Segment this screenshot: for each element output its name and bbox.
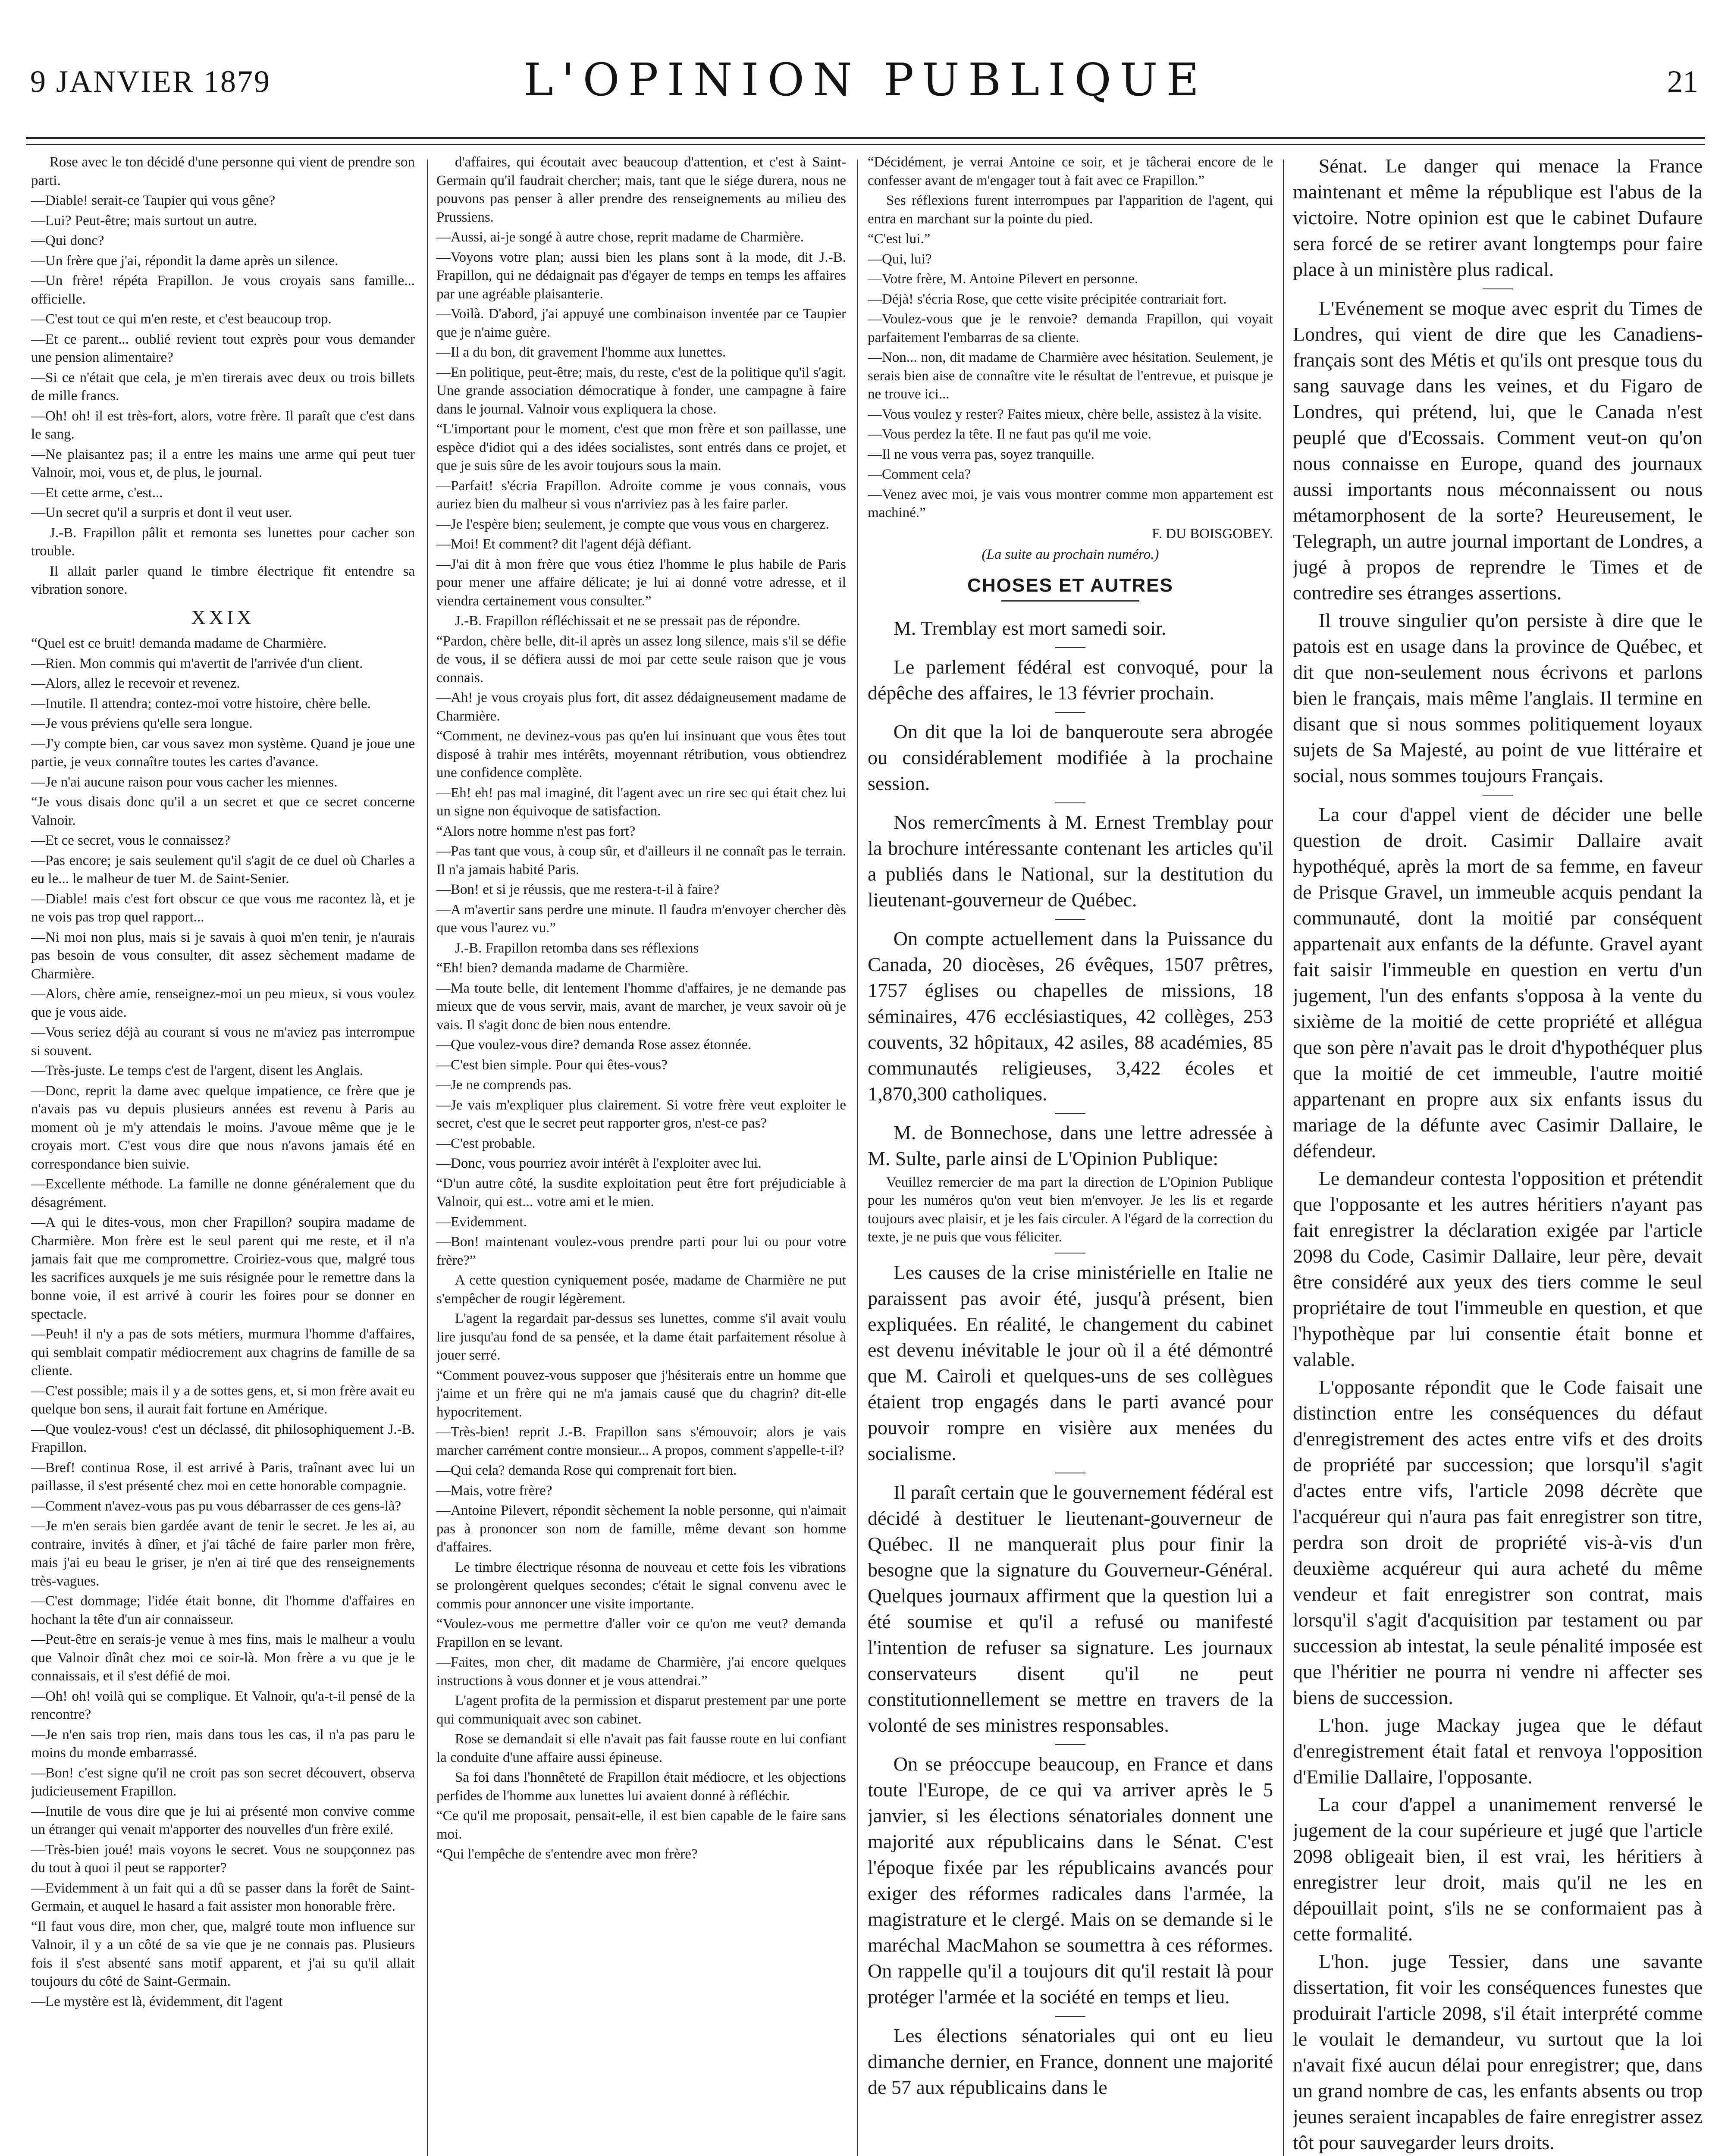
column-rule <box>427 160 428 2156</box>
paragraph: —Venez avec moi, je vais vous montrer comme mon appartement est machiné.” <box>868 486 1273 520</box>
paragraph: —Peut-être en serais-je venue à mes fins, mais le malheur a voulu que Valnoir dînât chez moi ce soir-là. Mon frère a vu que je le connaissais, et il s'est défié de moi. <box>31 1632 415 1684</box>
paragraph: L'agent profita de la permission et disparut prestement par une porte qui communiquait avec son cabinet. <box>436 1693 846 1727</box>
paragraph: “Quel est ce bruit! demanda madame de Charmière. <box>31 636 327 651</box>
paragraph: —En politique, peut-être; mais, du reste, c'est de la politique qu'il s'agit. Une grande association démocratique à fonder, une campagne à faire dans le journal. Valnoir vous expliquera la chose. <box>436 364 846 417</box>
paragraph: —Un secret qu'il a surpris et dont il veut user. <box>31 505 292 520</box>
item-separator <box>1055 2016 1085 2017</box>
paragraph: —Très-juste. Le temps c'est de l'argent, disent les Anglais. <box>31 1063 363 1078</box>
paragraph: —C'est bien simple. Pour qui êtes-vous? <box>436 1057 668 1073</box>
paragraph: —Il ne vous verra pas, soyez tranquille. <box>868 446 1095 462</box>
paragraph: —Et ce parent... oublié revient tout exprès pour vous demander une pension alimentaire? <box>31 331 415 365</box>
paragraph: —Que voulez-vous dire? demanda Rose assez étonnée. <box>436 1037 752 1053</box>
paragraph: —Inutile. Il attendra; contez-moi votre histoire, chère belle. <box>31 696 371 711</box>
paragraph: —Peuh! il n'y a pas de sots métiers, murmura l'homme d'affaires, qui semblait compatir médiocrement aux chagrins de famille de sa cliente. <box>31 1326 415 1379</box>
paragraph: —C'est possible; mais il y a de sottes gens, et, si mon frère avait eu quelque bon sens, il aurait fait fortune en Amérique. <box>31 1383 415 1417</box>
paragraph: Rose avec le ton décidé d'une personne qui vient de prendre son parti. <box>31 154 415 188</box>
column-1-feuilleton <box>31 153 415 2156</box>
paragraph: —Que voulez-vous! c'est un déclassé, dit philosophiquement J.-B. Frapillon. <box>31 1421 415 1455</box>
paragraph: Rose se demandait si elle n'avait pas fait fausse route en lui confiant la conduite d'une affaire aussi épineuse. <box>436 1731 846 1765</box>
paragraph: —Vous voulez y rester? Faites mieux, chère belle, assistez à la visite. <box>868 406 1262 422</box>
paragraph: —Et cette arme, c'est... <box>31 485 163 501</box>
column-rule <box>1283 160 1284 2156</box>
paragraph: —Un frère! répéta Frapillon. Je vous croyais sans famille... officielle. <box>31 273 415 307</box>
item-separator <box>1483 288 1513 289</box>
news-item: Il trouve singulier qu'on persiste à dire que le patois est en usage dans la province de Québec, et dit que non-seulement nous écrivons et parlons bien le français, mais même l'anglais. Il termine en disant que si nous sommes politiquement loyaux sujets de Sa Majesté, au point de vue littéraire et social, nous sommes toujours Français. <box>1293 609 1703 787</box>
paragraph: —Comment cela? <box>868 467 971 482</box>
news-item: Sénat. Le danger qui menace la France maintenant et même la république est l'abus de la victoire. Notre opinion est que le cabinet Dufaure sera forcé de se retirer avant longtemps pour faire place à un ministère plus radical. <box>1293 155 1703 280</box>
news-item: M. de Bonnechose, dans une lettre adressée à M. Sulte, parle ainsi de L'Opinion Publique: <box>868 1121 1273 1169</box>
news-items <box>868 615 1273 2100</box>
item-separator <box>1055 919 1085 920</box>
paragraph: —Si ce n'était que cela, je m'en tirerais avec deux ou trois billets de mille francs. <box>31 370 415 404</box>
paragraph: —Voilà. D'abord, j'ai appuyé une combinaison inventée par ce Taupier que je n'aime guère. <box>436 306 846 340</box>
paragraph: “Eh! bien? demanda madame de Charmière. <box>436 960 689 976</box>
news-item: Les élections sénatoriales qui ont eu lieu dimanche dernier, en France, donnent une majorité de 57 aux républicains dans le <box>868 2024 1273 2098</box>
paragraph: —Moi! Et comment? dit l'agent déjà défiant. <box>436 536 692 552</box>
column-rule <box>857 160 858 2156</box>
news-item: On compte actuellement dans la Puissance du Canada, 20 diocèses, 26 évêques, 1507 prêtres, 1757 églises ou chapelles de missions, 18 séminaires, 476 ecclésiastiques, 42 collèges, 253 couvents, 32 hôpitaux, 42 asiles, 88 académies, 85 communautés religieuses, 3,422 écoles et 1,870,300 catholiques. <box>868 927 1273 1105</box>
paragraph: Le timbre électrique résonna de nouveau et cette fois les vibrations se prolongèrent quelques secondes; c'était le signal convenu avec le commis pour annoncer une visite importante. <box>436 1559 846 1612</box>
paragraph: Ses réflexions furent interrompues par l'apparition de l'agent, qui entra en marchant sur la pointe du pied. <box>868 193 1273 227</box>
paragraph: —Rien. Mon commis qui m'avertit de l'arrivée d'un client. <box>31 655 363 671</box>
news-item: L'opposante répondit que le Code faisait une distinction entre les conséquences du défaut d'enregistrement des actes entre vifs et des droits de propriété par succession; que lorsqu'il s'agit d'actes entre vifs, l'article 2098 décrète que l'acquéreur qui n'aura pas fait enregistrer son titre, perdra son droit de propriété vis-à-vis d'un deuxième acquéreur qui aura acheté du même vendeur et fait enregistrer son contrat, mais lorsqu'il s'agit d'acquisition par testament ou par succession ab intestat, la seule pénalité imposée est que l'héritier ne pourra ni vendre ni affecter ses biens de succession. <box>1293 1376 1703 1708</box>
paragraph: —Bon! et si je réussis, que me restera-t-il à faire? <box>436 882 720 897</box>
paragraph: —Très-bien joué! mais voyons le secret. Vous ne soupçonnez pas du tout à quoi il peut se rapporter? <box>31 1842 415 1876</box>
item-separator <box>1483 795 1513 796</box>
feuilleton-ending <box>868 153 1273 522</box>
paragraph: —Qui, lui? <box>868 251 932 267</box>
paragraph: “Pardon, chère belle, dit-il après un assez long silence, mais s'il se défie de vous, il se défiera aussi de moi par cette seule raison que je vous connais. <box>436 633 846 686</box>
paragraph: —Ne plaisantez pas; il a entre les mains une arme qui peut tuer Valnoir, moi, vous et, de plus, le journal. <box>31 446 415 480</box>
paragraph: —Vous seriez déjà au courant si vous ne m'aviez pas interrompue si souvent. <box>31 1025 415 1059</box>
news-item: L'hon. juge Tessier, dans une savante dissertation, fit voir les conséquences funestes que produirait l'article 2098, s'il était interprété comme le voulait le demandeur, vu surtout que la loi n'avait fixé aucun délai pour enregistrer; que, dans un grand nombre de cas, les enfants absents ou trop jeunes seraient incapables de faire enregistrer assez tôt pour sauvegarder leurs droits. <box>1293 1950 1703 2153</box>
paragraph: —A m'avertir sans perdre une minute. Il faudra m'envoyer chercher dès que vous l'aurez vu.” <box>436 902 846 936</box>
paragraph: —C'est tout ce qui m'en reste, et c'est beaucoup trop. <box>31 311 332 327</box>
paragraph: —Je n'en sais trop rien, mais dans tous les cas, il n'a pas paru le moins du monde embarrassé. <box>31 1727 415 1761</box>
to-be-continued: (La suite au prochain numéro.) <box>982 547 1159 562</box>
paragraph: —Comment n'avez-vous pas pu vous débarrasser de ces gens-là? <box>31 1498 401 1514</box>
paragraph: —Je ne comprends pas. <box>436 1077 572 1093</box>
paragraph: J.-B. Frapillon retomba dans ses réflexions <box>455 940 699 956</box>
paragraph: —Mais, votre frère? <box>436 1482 552 1498</box>
paragraph: d'affaires, qui écoutait avec beaucoup d'attention, et c'est à Saint-Germain qu'il faudrait chercher; mais, tant que le siége durera, nous ne pouvons pas penser à aller prendre des renseignements au milieu des Prussiens. <box>436 154 846 225</box>
paragraph: —Bon! c'est signe qu'il ne croit pas son secret découvert, observa judicieusement Frapillon. <box>31 1765 415 1799</box>
masthead-rule <box>26 137 1705 139</box>
paragraph: —Alors, chère amie, renseignez-moi un peu mieux, si vous voulez que je vous aide. <box>31 986 415 1020</box>
paragraph: —C'est probable. <box>436 1135 536 1151</box>
paragraph: —Antoine Pilevert, répondit sèchement la noble personne, qui n'aimait pas à prononcer son nom de famille, même devant son homme d'affaires. <box>436 1503 846 1555</box>
paragraph: —Faites, mon cher, dit madame de Charmière, j'ai encore quelques instructions à vous donner et je vous attendrai.” <box>436 1655 846 1689</box>
paragraph: —Oh! oh! il est très-fort, alors, votre frère. Il paraît que c'est dans le sang. <box>31 408 415 442</box>
news-item: On se préoccupe beaucoup, en France et dans toute l'Europe, de ce qui va arriver après le 5 janvier, si les élections sénatoriales donnent une majorité aux républicains dans le Sénat. C'est l'époque fixée par les républicains avancés pour exiger des réformes radicales dans l'armée, la magistrature et le clergé. Mais on se demande si le maréchal MacMahon se soumettra à ces réformes. On rappelle qu'il a toujours dit qu'il restait là pour protéger l'armée et la société en temps et lieu. <box>868 1752 1273 2008</box>
paragraph: —Bref! continua Rose, il est arrivé à Paris, traînant avec lui un paillasse, il s'est présenté chez moi en cette honorable compagnie. <box>31 1460 415 1494</box>
paragraph: —Je n'ai aucune raison pour vous cacher les miennes. <box>31 774 338 790</box>
issue-date: 9 JANVIER 1879 <box>30 64 271 99</box>
paragraph: “Il faut vous dire, mon cher, que, malgré toute mon influence sur Valnoir, il y a un côté de sa vie que je ne connais pas. Plusieurs fois il s'est absenté sans motif apparent, et j'ai su qu'il allait toujours du côté de Saint-Germain. <box>31 1918 415 1989</box>
paragraph: —Lui? Peut-être; mais surtout un autre. <box>31 213 257 229</box>
paragraph: J.-B. Frapillon réfléchissait et ne se pressait pas de répondre. <box>455 613 800 629</box>
paragraph: —Evidemment. <box>436 1214 527 1230</box>
paragraph: —Le mystère est là, évidemment, dit l'agent <box>31 1993 283 2009</box>
news-item: Le parlement fédéral est convoqué, pour la dépêche des affaires, le 13 février prochain. <box>868 655 1273 704</box>
paragraph: —Un frère que j'ai, répondit la dame après un silence. <box>31 253 339 269</box>
paragraph: —J'ai dit à mon frère que vous étiez l'homme le plus habile de Paris pour mener une affaire délicate; je lui ai donné votre adresse, et il viendra certainement vous consulter.” <box>436 556 846 609</box>
section-rule <box>1001 600 1139 604</box>
paragraph: J.-B. Frapillon pâlit et remonta ses lunettes pour cacher son trouble. <box>31 525 415 559</box>
paragraph: —Donc, vous pourriez avoir intérêt à l'exploiter avec lui. <box>436 1156 762 1171</box>
news-item: La cour d'appel a unanimement renversé le jugement de la cour supérieure et jugé que l'article 2098 obligeait bien, il est vrai, les héritiers à enregistrer leur droit, mais qu'il ne les en dépouillait point, s'ils ne se conformaient pas à cette formalité. <box>1293 1793 1703 1945</box>
paragraph: “C'est lui.” <box>868 231 931 247</box>
item-separator <box>1055 712 1085 713</box>
chapter-number: XXIX <box>191 606 255 628</box>
author-signature: F. DU BOISGOBEY. <box>1152 526 1273 542</box>
paragraph: “Alors notre homme n'est pas fort? <box>436 823 636 839</box>
paragraph: —J'y compte bien, car vous savez mon système. Quand je joue une partie, je veux connaître toutes les cartes d'avance. <box>31 736 415 770</box>
paragraph: —Diable! serait-ce Taupier qui vous gêne? <box>31 193 276 208</box>
paragraph: —Voyons votre plan; aussi bien les plans sont à la mode, dit J.-B. Frapillon, qui ne dédaignait pas d'égayer de temps en temps les affaires par une agréable plaisanterie. <box>436 249 846 302</box>
paragraph: —Déjà! s'écria Rose, que cette visite précipitée contrariait fort. <box>868 291 1227 307</box>
paragraph: —Il a du bon, dit gravement l'homme aux lunettes. <box>436 345 726 360</box>
column-2-feuilleton <box>436 153 846 2156</box>
item-separator <box>1055 1744 1085 1745</box>
paragraph: —Eh! eh! pas mal imaginé, dit l'agent avec un rire sec qui était chez lui un signe non équivoque de satisfaction. <box>436 785 846 819</box>
paragraph: —Qui cela? demanda Rose qui comprenait fort bien. <box>436 1463 737 1478</box>
paragraph: “D'un autre côté, la susdite exploitation peut être fort préjudiciable à Valnoir, qui est... votre ami et le mien. <box>436 1175 846 1210</box>
paragraph: —Bon! maintenant voulez-vous prendre parti pour lui ou pour votre frère?” <box>436 1234 846 1268</box>
paragraph: —Inutile de vous dire que je lui ai présenté mon convive comme un étranger qui venait m'apporter des nouvelles d'un frère exilé. <box>31 1803 415 1837</box>
paragraph: —Très-bien! reprit J.-B. Frapillon sans s'émouvoir; alors je vais marcher carrément contre monsieur... A propos, comment s'appelle-t-il? <box>436 1424 846 1458</box>
paragraph: “Ce qu'il me proposait, pensait-elle, il est bien capable de le faire sans moi. <box>436 1808 846 1842</box>
paragraph: “Décidément, je verrai Antoine ce soir, et je tâcherai encore de le confesser avant de m'engager tout à fait avec ce Frapillon.” <box>868 154 1273 188</box>
news-item: L'Evénement se moque avec esprit du Times de Londres, qui vient de dire que les Canadiens-français sont des Métis et qu'ils ont presque tous du sang sauvage dans les veines, et du Figaro de Londres, qui prétend, lui, que le Canada n'est peuplé que d'Ecossais. Comment veut-on qu'on nous connaisse en Europe, quand des journaux aussi importants nous méconnaissent ou nous métamorphosent de la sorte? Heureusement, le Telegraph, un autre journal important de Londres, a jugé à propos de reprendre le Times et de contredire ses étranges assertions. <box>1293 297 1703 604</box>
item-separator <box>1055 802 1085 803</box>
newspaper-title: L'OPINION PUBLIQUE <box>523 53 1208 106</box>
paragraph: —Je vous préviens qu'elle sera longue. <box>31 716 253 731</box>
paragraph: “L'important pour le moment, c'est que mon frère et son paillasse, une espèce d'idiot qui a des idées socialistes, sont entrés dans ce projet, et que je suis sûre de les avoir toujours sous la main. <box>436 421 846 473</box>
news-item: L'hon. juge Mackay jugea que le défaut d'enregistrement était fatal et renvoya l'opposition d'Emilie Dallaire, l'opposante. <box>1293 1714 1703 1788</box>
item-separator <box>1055 1113 1085 1114</box>
paragraph: —Pas encore; je sais seulement qu'il s'agit de ce duel où Charles a eu le... le malheur de tuer M. de Saint-Senier. <box>31 852 415 887</box>
column-4 <box>1293 153 1703 2156</box>
paragraph: —Ni moi non plus, mais si je savais à quoi m'en tenir, je n'aurais pas besoin de vous consulter, dit assez sèchement madame de Charmière. <box>31 929 415 982</box>
item-separator <box>1055 647 1085 648</box>
letter-quote: Veuillez remercier de ma part la direction de L'Opinion Publique pour les numéros qu'on veut bien m'envoyer. Je les lis et regarde toujours avec plaisir, et je les fais circuler. A l'égard de la correction du texte, je ne puis que vous féliciter. <box>868 1174 1273 1245</box>
paragraph: —Aussi, ai-je songé à autre chose, reprit madame de Charmière. <box>436 229 804 245</box>
paragraph: “Voulez-vous me permettre d'aller voir ce qu'on me veut? demanda Frapillon en se levant. <box>436 1616 846 1650</box>
news-item: Le demandeur contesta l'opposition et prétendit que l'opposante et les autres héritiers n'ayant pas fait enregistrer la déclaration exigée par l'article 2098 du Code, Casimir Dallaire, leur père, devait être considéré aux yeux des tiers comme le seul propriétaire de tout l'immeuble en question, et que l'hypothèque par lui consentie était bonne et valable. <box>1293 1167 1703 1370</box>
paragraph: —Votre frère, M. Antoine Pilevert en personne. <box>868 271 1138 287</box>
paragraph: —Et ce secret, vous le connaissez? <box>31 833 230 848</box>
paragraph: “Qui l'empêche de s'entendre avec mon frère? <box>436 1846 698 1862</box>
news-item: La cour d'appel vient de décider une belle question de droit. Casimir Dallaire avait hypothéqué, après la mort de sa femme, en faveur de Prisque Gravel, un immeuble acquis pendant la communauté, dont la moitié par conséquent appartenait aux enfants de la défunte. Gravel ayant fait saisir l'immeuble en question en vertu d'un jugement, l'un des enfants s'opposa à la vente du sixième de la moitié de cette propriété et allégua que son père n'avait pas le droit d'hypothéquer plus que la moitié de cet immeuble, l'autre moitié appartenant en propre aux six enfants issus du mariage de la défunte avec Casimir Dallaire, le défendeur. <box>1293 803 1703 1162</box>
paragraph: L'agent la regardait par-dessus ses lunettes, comme s'il avait voulu lire jusqu'au fond de sa pensée, et la dame était parfaitement résolue à jouer serré. <box>436 1311 846 1363</box>
column-3 <box>868 153 1273 2156</box>
paragraph: —Qui donc? <box>31 233 104 248</box>
paragraph: —Excellente méthode. La famille ne donne généralement que du désagrément. <box>31 1176 415 1210</box>
paragraph: —Parfait! s'écria Frapillon. Adroite comme je vous connais, vous auriez bien du malheur si vous n'arriviez pas à les faire parler. <box>436 478 846 512</box>
paragraph: —Ma toute belle, dit lentement l'homme d'affaires, je ne demande pas mieux que de vous servir, mais, avant de marcher, je veux savoir où je vais. Il s'agit donc de bien nous entendre. <box>436 980 846 1033</box>
paragraph: Il allait parler quand le timbre électrique fit entendre sa vibration sonore. <box>31 563 415 597</box>
paragraph: —Oh! oh! voilà qui se complique. Et Valnoir, qu'a-t-il pensé de la rencontre? <box>31 1688 415 1722</box>
paragraph: “Je vous disais donc qu'il a un secret et que ce secret concerne Valnoir. <box>31 794 415 828</box>
page-number: 21 <box>1667 64 1698 99</box>
paragraph: —Je vais m'expliquer plus clairement. Si votre frère veut exploiter le secret, c'est que le secret peut rapporter gros, n'est-ce pas? <box>436 1097 846 1131</box>
paragraph: —Je l'espère bien; seulement, je compte que vous vous en chargerez. <box>436 516 829 532</box>
paragraph: Sa foi dans l'honnêteté de Frapillon était médiocre, et les objections perfides de l'homme aux lunettes lui avaient donné à réfléchir. <box>436 1770 846 1804</box>
news-item: On dit que la loi de banqueroute sera abrogée ou considérablement modifiée à la prochaine session. <box>868 720 1273 794</box>
news-item: M. Tremblay est mort samedi soir. <box>893 617 1167 639</box>
paragraph: —A qui le dites-vous, mon cher Frapillon? soupira madame de Charmière. Mon frère est le seul parent qui me reste, et il n'a jamais fait que me compromettre. Croiriez-vous que, malgré tous les sacrifices auxquels je me suis résignée pour le remettre dans la bonne voie, il est arrivé à courir les foires pour se donner en spectacle. <box>31 1215 415 1322</box>
news-item: Les causes de la crise ministérielle en Italie ne paraissent pas avoir été, jusqu'à présent, bien expliquées. En réalité, le changement du cabinet est devenu inévitable le jour où il a été démontré que M. Cairoli et quelques-uns de ses collègues étaient trop engagés dans le parti avancé pour pouvoir rompre en visière aux menées du socialisme. <box>868 1261 1273 1464</box>
paragraph: A cette question cyniquement posée, madame de Charmière ne put s'empêcher de rougir légèrement. <box>436 1272 846 1307</box>
masthead-rule-thin <box>26 144 1705 145</box>
paragraph: —Ah! je vous croyais plus fort, dit assez dédaigneusement madame de Charmière. <box>436 690 846 724</box>
section-title: CHOSES ET AUTRES <box>967 574 1173 596</box>
paragraph: “Comment, ne devinez-vous pas qu'en lui insinuant que vous êtes tout disposé à trahir mes intérêts, moyennant rétribution, vous obtiendrez une confidence complète. <box>436 728 846 780</box>
paragraph: —Alors, allez le recevoir et revenez. <box>31 676 240 691</box>
paragraph: —Donc, reprit la dame avec quelque impatience, ce frère que je n'avais pas vu depuis plusieurs années est revenu à Paris au moment où je m'y attendais le moins. J'avoue même que je le croyais mort. C'est vous dire que nous n'avons jamais été en correspondance bien suivie. <box>31 1083 415 1172</box>
paragraph: —C'est dommage; l'idée était bonne, dit l'homme d'affaires en hochant la tête d'un air connaisseur. <box>31 1593 415 1627</box>
paragraph: —Je m'en serais bien gardée avant de tenir le secret. Je les ai, au contraire, invités à dîner, et j'ai tâché de faire parler mon frère, mais j'ai eu beau le griser, je n'en ai tiré que des renseignements très-vagues. <box>31 1518 415 1589</box>
paragraph: —Pas tant que vous, à coup sûr, et d'ailleurs il ne connaît pas le terrain. Il n'a jamais habité Paris. <box>436 843 846 877</box>
news-item: Nos remercîments à M. Ernest Tremblay pour la brochure intéressante contenant les articles qu'il a publiés dans le National, sur la destitution du lieutenant-gouverneur de Québec. <box>868 811 1273 911</box>
paragraph: —Evidemment à un fait qui a dû se passer dans la forêt de Saint-Germain, et auquel le hasard a fait assister mon honorable frère. <box>31 1880 415 1914</box>
masthead <box>26 52 1705 129</box>
paragraph: —Vous perdez la tête. Il ne faut pas qu'il me voie. <box>868 426 1151 442</box>
news-item: Il paraît certain que le gouvernement fédéral est décidé à destituer le lieutenant-gouverneur de Québec. Il ne manquerait plus pour finir la besogne que la signature du Gouverneur-Général. Quelques journaux affirment que la question lui a été soumise et qu'il a refusé ou manifesté l'intention de refuser sa signature. Les journaux conservateurs disent qu'il ne peut constitutionnellement se mettre en travers de la volonté de ses ministres responsables. <box>868 1481 1273 1736</box>
paragraph: —Non... non, dit madame de Charmière avec hésitation. Seulement, je serais bien aise de connaître vite le résultat de l'entrevue, et puisque je ne trouve ici... <box>868 350 1273 402</box>
paragraph: —Diable! mais c'est fort obscur ce que vous me racontez là, et je ne vois pas trop quel rapport... <box>31 891 415 925</box>
paragraph: “Comment pouvez-vous supposer que j'hésiterais entre un homme que j'aime et un frère qui ne m'a jamais causé que du chagrin? dit-elle hypocritement. <box>436 1367 846 1420</box>
paragraph: —Voulez-vous que je le renvoie? demanda Frapillon, qui voyait parfaitement l'embarras de sa cliente. <box>868 311 1273 345</box>
